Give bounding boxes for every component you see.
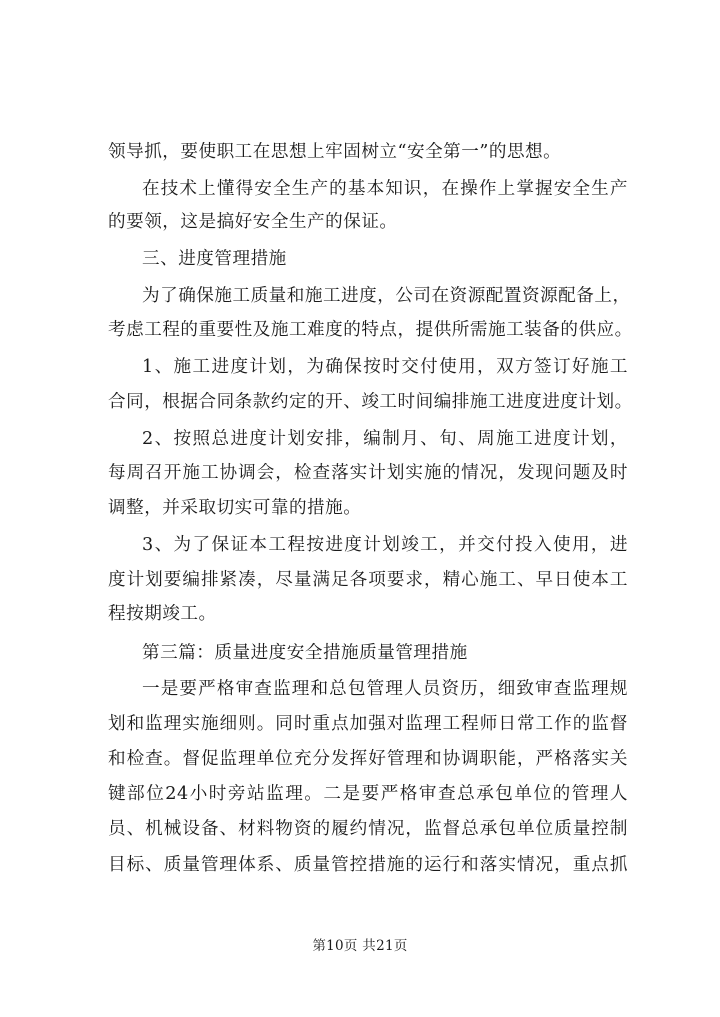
text-line: 度计划要编排紧凑，尽量满足各项要求，精心施工、早日使本工 [108,570,628,590]
text-line: 1、施工进度计划，为确保按时交付使用，双方签订好施工 [142,357,628,377]
page-number-footer: 第10页 共21页 [312,938,408,954]
text-line: 2、按照总进度计划安排，编制月、旬、周施工进度计划， [142,429,628,449]
text-line: 一是要严格审查监理和总包管理人员资历，细致审查监理规 [142,679,628,699]
text-line: 和检查。督促监理单位充分发挥好管理和协调职能，严格落实关 [108,749,628,769]
text-line: 的要领，这是搞好安全生产的保证。 [108,212,398,232]
text-line: 员、机械设备、材料物资的履约情况，监督总承包单位质量控制 [108,819,628,839]
section-heading: 三、进度管理措施 [142,249,287,269]
text-line: 调整，并采取切实可靠的措施。 [108,498,362,518]
text-line: 在技术上懂得安全生产的基本知识，在操作上掌握安全生产 [142,179,628,199]
text-line: 划和监理实施细则。同时重点加强对监理工程师日常工作的监督 [108,714,628,734]
text-line: 3、为了保证本工程按进度计划竣工，并交付投入使用，进 [142,535,628,555]
text-line: 每周召开施工协调会，检查落实计划实施的情况，发现问题及时 [108,463,628,483]
text-line: 键部位24小时旁站监理。二是要严格审查总承包单位的管理人 [108,784,628,804]
text-line: 考虑工程的重要性及施工难度的特点，提供所需施工装备的供应。 [108,320,633,340]
text-line: 合同，根据合同条款约定的开、竣工时间编排施工进度进度计划。 [108,392,633,412]
text-line: 为了确保施工质量和施工进度，公司在资源配置资源配备上， [142,286,631,306]
text-line: 领导抓，要使职工在思想上牢固树立“安全第一”的思想。 [108,142,562,162]
chapter-heading: 第三篇：质量进度安全措施质量管理措施 [142,643,468,663]
text-line: 程按期竣工。 [108,604,217,624]
text-line: 目标、质量管理体系、质量管控措施的运行和落实情况，重点抓 [108,855,628,875]
